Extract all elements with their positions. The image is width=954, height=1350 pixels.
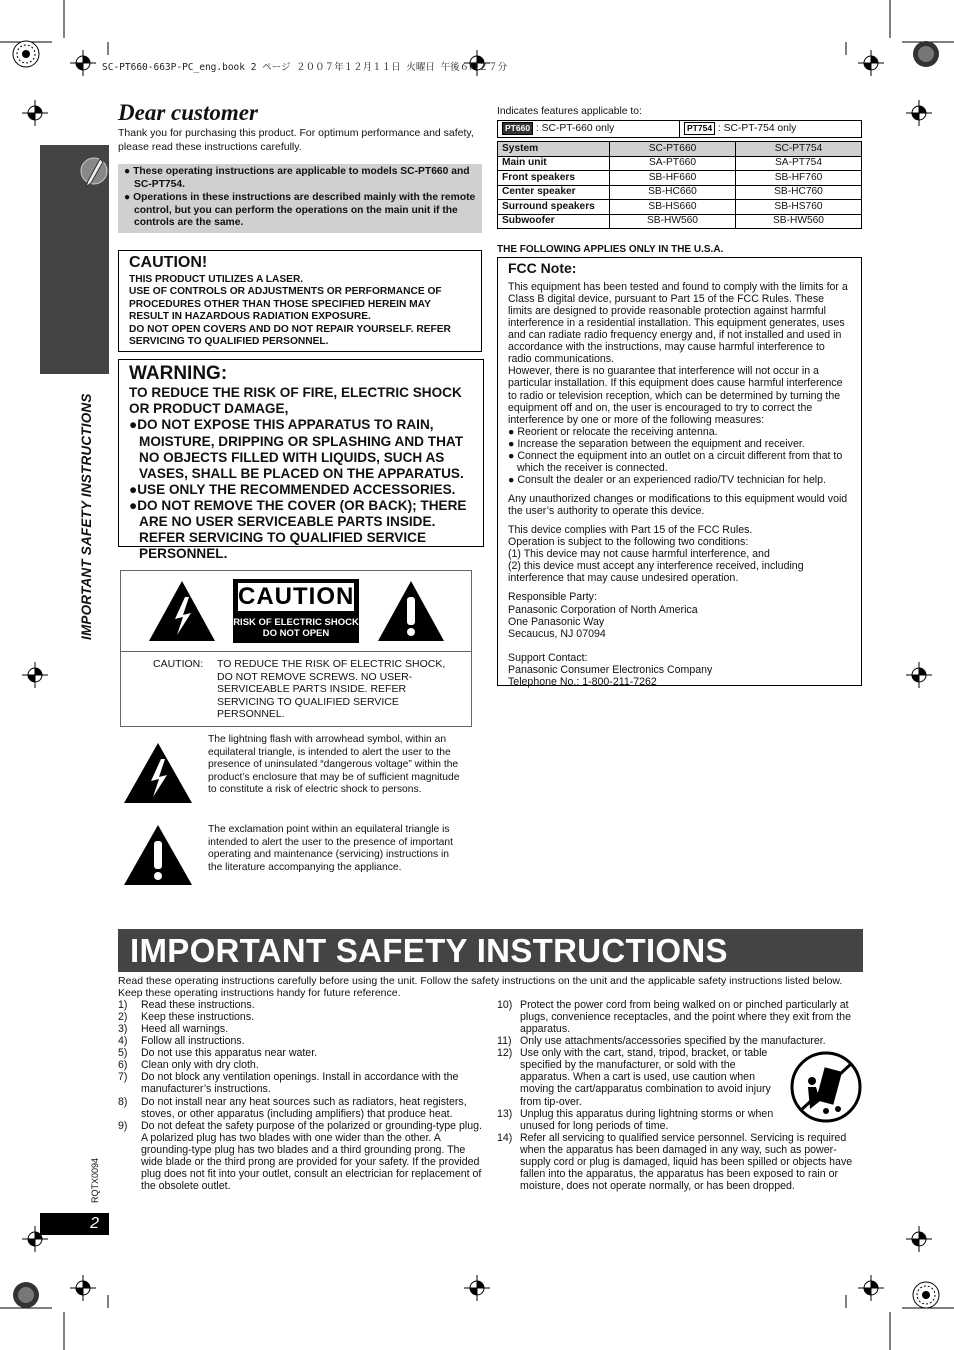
fcc-bullet: ● Increase the separation between the equipment and receiver. bbox=[508, 437, 805, 450]
side-tab bbox=[40, 145, 109, 374]
caution-body: THIS PRODUCT UTILIZES A LASER. USE OF CONTROLS OR ADJUSTMENTS OR PERFORMANCE OF PROCEDURES OTHER THAN THOSE SPECIFIED HEREIN MAY RESULT IN HAZARDOUS RADIATION EXPOSURE. DO NOT OPEN COVERS AND DO NOT REPAIR YOURSELF. REFER SERVICING TO QUALIFIED PERSONNEL. bbox=[129, 273, 451, 348]
thanks-text: Thank you for purchasing this product. For optimum performance and safety, please read these instructions carefully. bbox=[118, 127, 474, 153]
cart-tipover-icon bbox=[790, 1051, 862, 1123]
fcc-bullet: ● Connect the equipment into an outlet on a circuit different from that to which the receiver is connected. bbox=[508, 449, 843, 474]
dear-customer-title: Dear customer bbox=[118, 100, 258, 125]
registration-mark bbox=[22, 100, 48, 126]
list-item: 11) Only use attachments/accessories specified by the manufacturer. bbox=[497, 1035, 826, 1048]
list-item: 1) Read these instructions. bbox=[118, 999, 255, 1011]
lightning-description: The lightning flash with arrowhead symbol, within an equilateral triangle, is intended to alert the user to the presence of uninsulated “dangerous voltage” within the product’s enclosure that may be of sufficient magnitude to constitute a risk of electric shock to persons. bbox=[208, 734, 460, 796]
corner-target bbox=[912, 1281, 940, 1309]
usa-notice: THE FOLLOWING APPLIES ONLY IN THE U.S.A. bbox=[497, 244, 724, 255]
table-row: System SC-PT660 SC-PT754 bbox=[498, 142, 862, 157]
caution-panel-subtitle: RISK OF ELECTRIC SHOCK DO NOT OPEN bbox=[233, 617, 359, 640]
list-item: 5) Do not use this apparatus near water. bbox=[118, 1047, 318, 1060]
registration-mark bbox=[906, 662, 932, 688]
fcc-part15: This device complies with Part 15 of the FCC Rules. Operation is subject to the following two conditions: (1) This device may not cause harmful interference, and (2) this device must accept any interference received, including interference that may cause undesired operation. bbox=[508, 524, 804, 585]
list-item: 3) Heed all warnings. bbox=[118, 1023, 229, 1036]
fcc-note-box bbox=[497, 257, 862, 686]
registration-mark bbox=[70, 50, 96, 76]
list-item: 13) Unplug this apparatus during lightning storms or when unused for long periods of time. bbox=[497, 1107, 774, 1132]
safety-intro: Read these operating instructions carefully before using the unit. Follow the safety instructions on the unit and the applicable safety instructions listed below. Keep these operating instructions handy for future reference. bbox=[118, 975, 843, 1000]
corner-target bbox=[912, 40, 940, 68]
fcc-bullet: ● Reorient or relocate the receiving antenna. bbox=[508, 425, 718, 438]
fcc-paragraph: Any unauthorized changes or modifications to this equipment would void the user’s authority to operate this device. bbox=[508, 493, 848, 518]
vertical-section-title: IMPORTANT SAFETY INSTRUCTIONS bbox=[79, 393, 94, 640]
registration-mark bbox=[906, 100, 932, 126]
registration-mark bbox=[858, 1275, 884, 1301]
lightning-warning-icon bbox=[122, 741, 194, 805]
table-row: Center speaker SB-HC660 SB-HC760 bbox=[498, 185, 862, 200]
list-item: 6) Clean only with dry cloth. bbox=[118, 1059, 259, 1072]
list-item: 12) Use only with the cart, stand, tripod, bracket, or table specified by the manufacturer, or sold with the apparatus. When a cart is used, use caution when moving the cart/apparatus combination to avoid injury from tip-over. bbox=[497, 1047, 771, 1108]
document-code: RQTX0094 bbox=[90, 1157, 100, 1203]
corner-target bbox=[12, 40, 40, 68]
caution-title: CAUTION! bbox=[129, 254, 208, 271]
corner-target bbox=[12, 1281, 40, 1309]
fcc-bullet: ● Consult the dealer or an experienced radio/TV technician for help. bbox=[508, 473, 826, 486]
registration-mark bbox=[70, 1275, 96, 1301]
warning-bullet: ●DO NOT REMOVE THE COVER (OR BACK); THERE ARE NO USER SERVICEABLE PARTS INSIDE. REFER SERVICING TO QUALIFIED SERVICE PERSONNEL. bbox=[129, 497, 467, 561]
table-row: Surround speakers SB-HS660 SB-HS760 bbox=[498, 200, 862, 215]
safety-banner-title: IMPORTANT SAFETY INSTRUCTIONS bbox=[118, 929, 863, 972]
applicability-label: Indicates features applicable to: bbox=[497, 106, 642, 117]
page-number: 2 bbox=[40, 1213, 109, 1235]
note-item: ● These operating instructions are applicable to models SC-PT660 and SC-PT754. bbox=[124, 166, 470, 190]
registration-mark bbox=[906, 1226, 932, 1252]
warning-body: TO REDUCE THE RISK OF FIRE, ELECTRIC SHOCK OR PRODUCT DAMAGE, ●DO NOT EXPOSE THIS APPARATUS TO RAIN, MOISTURE, DRIPPING OR SPLASHING AND THAT NO OBJECTS FILLED WITH LIQUIDS, SUCH AS VASES, SHALL BE PLACED ON THE APPARATUS. ●USE ONLY THE RECOMMENDED ACCESSORIES. ●DO NOT REMOVE THE COVER (OR BACK); THERE ARE NO USER SERVICEABLE PARTS INSIDE. REFER SERVICING TO QUALIFIED SERVICE PERSONNEL. bbox=[129, 385, 473, 561]
registration-mark bbox=[858, 50, 884, 76]
model-notes bbox=[118, 164, 482, 233]
table-row: Subwoofer SB-HW560 SB-HW560 bbox=[498, 214, 862, 229]
responsible-party: Responsible Party: Panasonic Corporation of North America One Panasonic Way Secaucus, NJ 07094 bbox=[508, 591, 698, 640]
pt754-badge: PT754 bbox=[684, 122, 715, 135]
caution-box bbox=[118, 250, 482, 352]
fcc-title: FCC Note: bbox=[508, 260, 577, 276]
caution-panel-title: CAUTION bbox=[238, 583, 355, 610]
fcc-paragraph: However, there is no guarantee that interference will not occur in a particular installation. If this equipment does cause harmful interference to radio or television reception, which can be determined by turning the equipment off and on, the user is encouraged to try to correct the interference by one or more of the following measures: bbox=[508, 365, 843, 426]
table-row: Main unit SA-PT660 SA-PT754 bbox=[498, 156, 862, 171]
lightning-warning-icon bbox=[147, 579, 217, 643]
list-item: 8) Do not install near any heat sources such as radiators, heat registers, stoves, or other apparatus (including amplifiers) that produce heat. bbox=[118, 1095, 467, 1120]
warning-title: WARNING: bbox=[129, 363, 228, 384]
warning-bullet: ●USE ONLY THE RECOMMENDED ACCESSORIES. bbox=[129, 481, 456, 497]
caution-label-text: TO REDUCE THE RISK OF ELECTRIC SHOCK, DO NOT REMOVE SCREWS. NO USER-SERVICEABLE PARTS INSIDE. REFER SERVICING TO QUALIFIED SERVICE PERSONNEL. bbox=[217, 658, 446, 721]
pen-icon bbox=[78, 153, 108, 193]
exclamation-warning-icon bbox=[122, 823, 194, 887]
fcc-paragraph: This equipment has been tested and found to comply with the limits for a Class B digital device, pursuant to Part 15 of the FCC Rules. These limits are designed to provide reasonable protection against harmful interference in a residential installation. This equipment generates, uses and can radiate radio frequency energy and, if not installed and used in accordance with the instructions, may cause harmful interference to radio communications. bbox=[508, 280, 848, 366]
caution-label-prefix: CAUTION: bbox=[153, 658, 204, 670]
warning-bullet: ●DO NOT EXPOSE THIS APPARATUS TO RAIN, MOISTURE, DRIPPING OR SPLASHING AND THAT NO OBJECTS FILLED WITH LIQUIDS, SUCH AS VASES, SHALL BE PLACED ON THE APPARATUS. bbox=[129, 417, 464, 481]
list-item: 2) Keep these instructions. bbox=[118, 1011, 255, 1024]
list-item: 9) Do not defeat the safety purpose of the polarized or grounding-type plug. A polarized plug has two blades with one wider than the other. A grounding-type plug has two blades and a third grounding prong. The wide blade or the third prong are provided for your safety. If the provided plug does not fit into your outlet, consult an electrician for replacement of the obsolete outlet. bbox=[118, 1119, 482, 1192]
list-item: 7) Do not block any ventilation openings. Install in accordance with the manufacturer’s instructions. bbox=[118, 1071, 459, 1096]
warning-box bbox=[118, 359, 484, 561]
list-item: 4) Follow all instructions. bbox=[118, 1035, 245, 1048]
caution-panel bbox=[233, 579, 359, 643]
support-contact: Support Contact: Panasonic Consumer Electronics Company Telephone No.: 1-800-211-7262 bbox=[508, 651, 713, 688]
list-item: 10) Protect the power cord from being walked on or pinched particularly at plugs, convenience receptacles, and the point where they exit from the apparatus. bbox=[497, 999, 851, 1036]
exclamation-description: The exclamation point within an equilateral triangle is intended to alert the user to the presence of important operating and maintenance (servicing) instructions in the literature accompanying the appliance. bbox=[208, 824, 453, 873]
caution-label bbox=[120, 570, 472, 727]
table-row: Front speakers SB-HF660 SB-HF760 bbox=[498, 171, 862, 186]
applicability-table: PT660 : SC-PT-660 only PT754 : SC-PT-754 only bbox=[497, 120, 862, 138]
safety-list-left bbox=[118, 999, 483, 1192]
system-table bbox=[497, 141, 862, 229]
registration-mark bbox=[22, 662, 48, 688]
list-item: 14) Refer all servicing to qualified service personnel. Servicing is required when the apparatus has been damaged in any way, such as power-supply cord or plug is damaged, liquid has been spilled or objects have fallen into the apparatus, the apparatus has been exposed to rain or moisture, does not operate normally, or has been dropped. bbox=[497, 1131, 853, 1192]
print-header: SC-PT660-663P-PC_eng.book 2 ページ ２００７年１２月１１日 火曜日 午後６時２７分 bbox=[102, 62, 508, 73]
registration-mark bbox=[464, 1275, 490, 1301]
note-item: ● Operations in these instructions are described mainly with the remote control, but you can perform the operations on the main unit if the controls are the same. bbox=[124, 191, 476, 229]
pt660-badge: PT660 bbox=[502, 122, 533, 135]
exclamation-warning-icon bbox=[376, 579, 446, 643]
